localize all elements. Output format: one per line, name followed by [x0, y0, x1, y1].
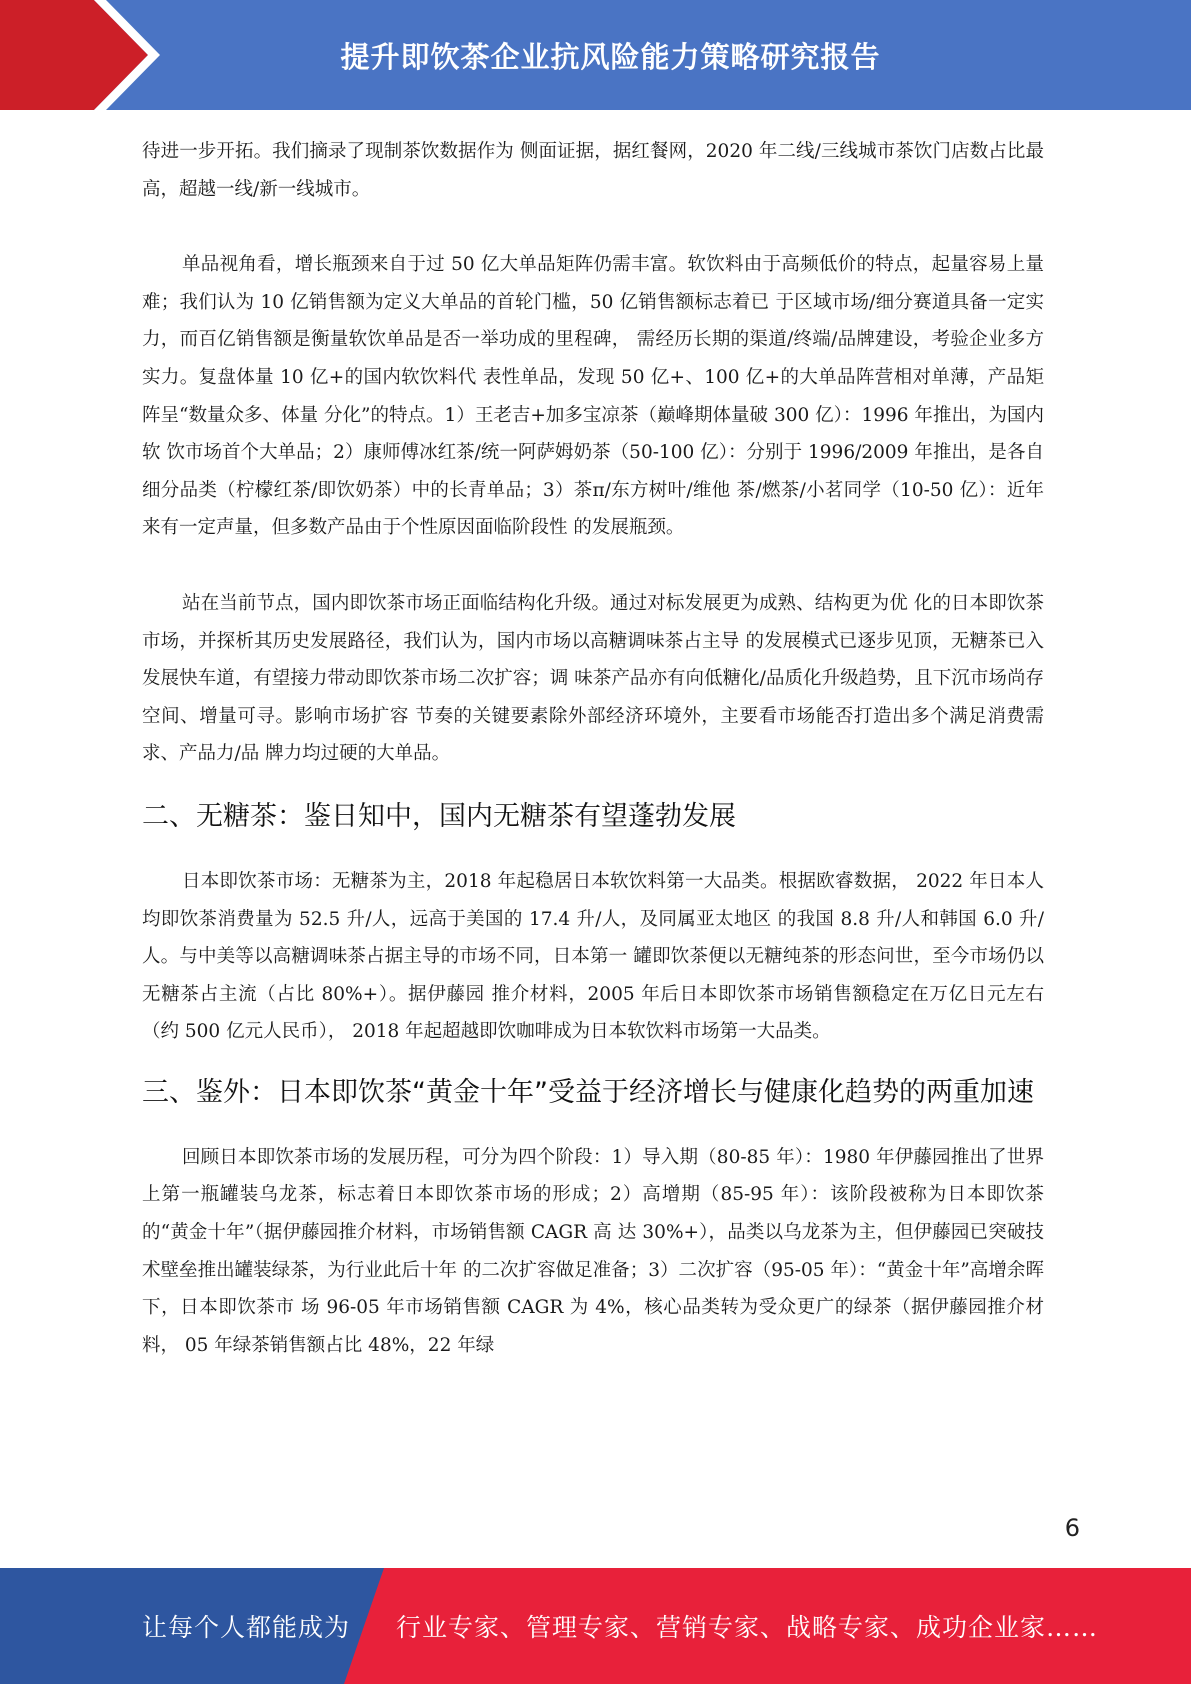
page-number: 6 [1064, 1514, 1080, 1542]
paragraph-2: 单品视角看，增长瓶颈来自于过 50 亿大单品矩阵仍需丰富。软饮料由于高频低价的特点，起量容易上量难；我们认为 10 亿销售额为定义大单品的首轮门槛，50 亿销售额标志着已 于区域市场/细分赛道具备一定实力，而百亿销售额是衡量软饮单品是否一举功成的里程碑， 需经历长期的渠道/终端/品牌建设，考验企业多方实力。复盘体量 10 亿+的国内软饮料代 表性单品，发现 50 亿+、100 亿+的大单品阵营相对单薄，产品矩阵呈“数量众多、体量 分化”的特点。1）王老吉+加多宝凉茶（巅峰期体量破 300 亿）：1996 年推出，为国内软 饮市场首个大单品；2）康师傅冰红茶/统一阿萨姆奶茶（50-100 亿）：分别于 1996/2009 年推出，是各自细分品类（柠檬红茶/即饮奶茶）中的长青单品；3）茶π/东方树叶/维他 茶/燃茶/小茗同学（10-50 亿）：近年来有一定声量，但多数产品由于个性原因面临阶段性 的发展瓶颈。 [142, 254, 1044, 539]
paragraph-3: 站在当前节点，国内即饮茶市场正面临结构化升级。通过对标发展更为成熟、结构更为优 化的日本即饮茶市场，并探析其历史发展路径，我们认为，国内市场以高糖调味茶占主导 的发展模式已逐步见顶，无糖茶已入发展快车道，有望接力带动即饮茶市场二次扩容；调 味茶产品亦有向低糖化/品质化升级趋势，且下沉市场尚存空间、增量可寻。影响市场扩容 节奏的关键要素除外部经济环境外，主要看市场能否打造出多个满足消费需求、产品力/品 牌力均过硬的大单品。 [142, 592, 1044, 765]
paragraph-4: 日本即饮茶市场：无糖茶为主，2018 年起稳居日本软饮料第一大品类。根据欧睿数据， 2022 年日本人均即饮茶消费量为 52.5 升/人，远高于美国的 17.4 升/人，及同属亚太地区 的我国 8.8 升/人和韩国 6.0 升/人。与中美等以高糖调味茶占据主导的市场不同，日本第一 罐即饮茶便以无糖纯茶的形态问世，至今市场仍以无糖茶占主流（占比 80%+）。据伊藤园 推介材料，2005 年后日本即饮茶市场销售额稳定在万亿日元左右（约 500 亿元人民币）， 2018 年起超越即饮咖啡成为日本软饮料市场第一大品类。 [142, 870, 1044, 1043]
footer-slogan-left: 让每个人都能成为 [142, 1613, 351, 1642]
page-footer [0, 1568, 1191, 1684]
section-heading-3: 三、鉴外：日本即饮茶“黄金十年”受益于经济增长与健康化趋势的两重加速 [142, 1076, 1034, 1108]
page-header [0, 0, 1191, 110]
section-heading-2: 二、无糖茶：鉴日知中，国内无糖茶有望蓬勃发展 [142, 800, 736, 832]
document-body [142, 133, 1044, 1364]
paragraph-5: 回顾日本即饮茶市场的发展历程，可分为四个阶段：1）导入期（80-85 年）：1980 年伊藤园推出了世界上第一瓶罐装乌龙茶，标志着日本即饮茶市场的形成；2）高增期（85-95 年）：该阶段被称为日本即饮茶的“黄金十年”（据伊藤园推介材料，市场销售额 CAGR 高 达 30%+），品类以乌龙茶为主，但伊藤园已突破技术壁垒推出罐装绿茶，为行业此后十年 的二次扩容做足准备；3）二次扩容（95-05 年）：“黄金十年”高增余晖下，日本即饮茶市 场 96-05 年市场销售额 CAGR 为 4%，核心品类转为受众更广的绿茶（据伊藤园推介材料， 05 年绿茶销售额占比 48%，22 年绿 [142, 1146, 1044, 1356]
paragraph-1: 待进一步开拓。我们摘录了现制茶饮数据作为 侧面证据，据红餐网，2020 年二线/三线城市茶饮门店数占比最高，超越一线/新一线城市。 [142, 141, 1044, 200]
footer-slogan-right: 行业专家、管理专家、营销专家、战略专家、成功企业家…… [396, 1613, 1099, 1642]
report-title: 提升即饮茶企业抗风险能力策略研究报告 [340, 39, 881, 74]
